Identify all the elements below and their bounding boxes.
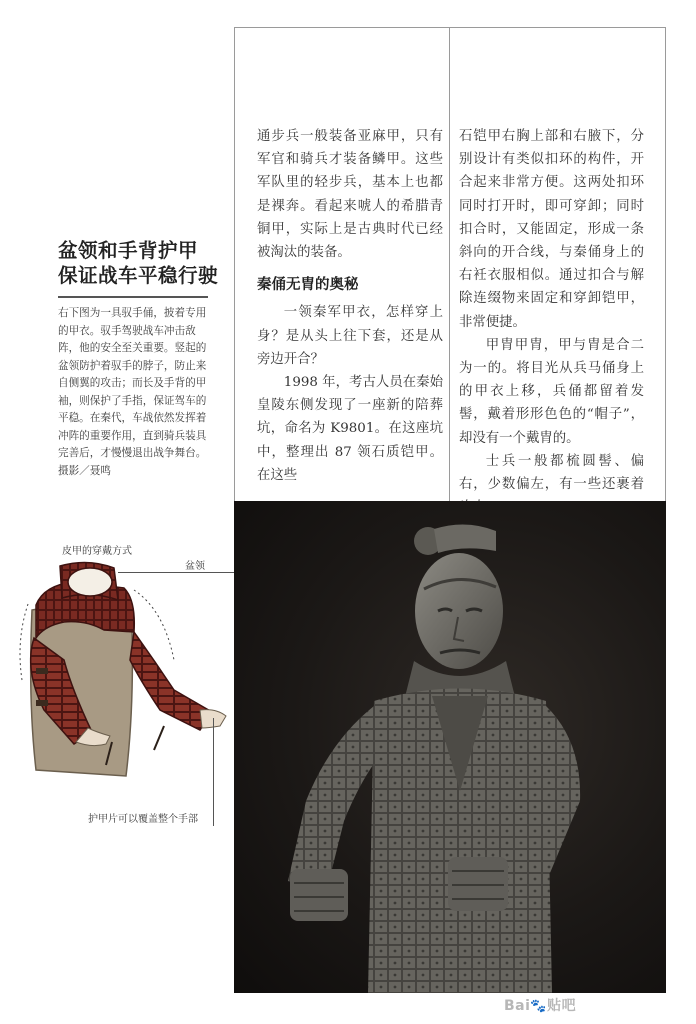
column-divider <box>449 27 450 501</box>
collar-label: 盆领 <box>185 561 205 572</box>
article-column-left <box>257 125 443 487</box>
baidu-tieba-watermark <box>504 995 576 1015</box>
watermark-text: Bai <box>504 998 531 1014</box>
terracotta-warrior-photo <box>234 501 666 993</box>
paw-icon: 🐾 <box>530 999 548 1014</box>
watermark-suffix: 贴吧 <box>547 998 577 1014</box>
article-paragraph: 通步兵一般装备亚麻甲，只有军官和骑兵才装备鳞甲。这些军队里的轻步兵，基本上也都是裸奔。看起来唬人的希腊青铜甲，实际上是古典时代已经被淘汰的装备。 <box>257 129 443 261</box>
hand-leader-line <box>213 718 214 826</box>
article-paragraph: 石铠甲右胸上部和右腋下，分别设计有类似扣环的构件，开合起来非常方便。这两处扣环同时打开时，即可穿卸；同时扣合时，又能固定，形成一条斜向的开合线，与秦俑身上的右衽衣服相似。通过扣合与解除连缀物来固定和穿卸铠甲，非常便捷。 <box>459 129 644 330</box>
article-subheading: 秦俑无胄的奥秘 <box>257 277 359 294</box>
sidebar-title-line1: 盆领和手背护甲 <box>58 239 199 262</box>
article-paragraph: 士兵一般都梳圆髻、偏右，少数偏左，有一些还裹着 <box>459 453 644 493</box>
article-column-right <box>459 125 644 519</box>
sidebar-title <box>58 238 233 288</box>
photo-credit: 摄影／聂鸣 <box>58 464 111 477</box>
hand-armor-label: 护甲片可以覆盖整个手部 <box>88 814 198 825</box>
warrior-figure <box>234 501 666 993</box>
sidebar-title-line2: 保证战车平稳行驶 <box>58 264 219 287</box>
article-paragraph: 1998 年，考古人员在秦始皇陵东侧发现了一座新的陪葬坑，命名为 K9801。在这座坑中，整理出 87 领石质铠甲。在这些 <box>257 375 443 483</box>
illustration-title: 皮甲的穿戴方式 <box>62 546 132 557</box>
article-paragraph: 一领秦军甲衣，怎样穿上身？是从头上往下套，还是从旁边开合？ <box>257 305 443 367</box>
armor-illustration <box>14 560 236 790</box>
article-paragraph: 甲胄甲胄，甲与胄是合二为一的。将目光从兵马俑身上的甲衣上移，兵俑都留着发髻，戴着形形色色的“帽子”，却没有一个戴胄的。 <box>459 337 644 446</box>
caption-text: 右下图为一具驭手俑，披着专用的甲衣。驭手驾驶战车冲击敌阵，他的安全至关重要。竖起的盆领防护着驭手的脖子，防止来自侧翼的攻击；而长及手背的甲袖，则保护了手指，保证驾车的平稳。在秦代，车战依然发挥着冲阵的重要作用，直到骑兵装具完善后，才慢慢退出战争舞台。 <box>58 307 207 459</box>
sidebar-rule <box>58 296 208 298</box>
sidebar-caption <box>58 305 212 480</box>
